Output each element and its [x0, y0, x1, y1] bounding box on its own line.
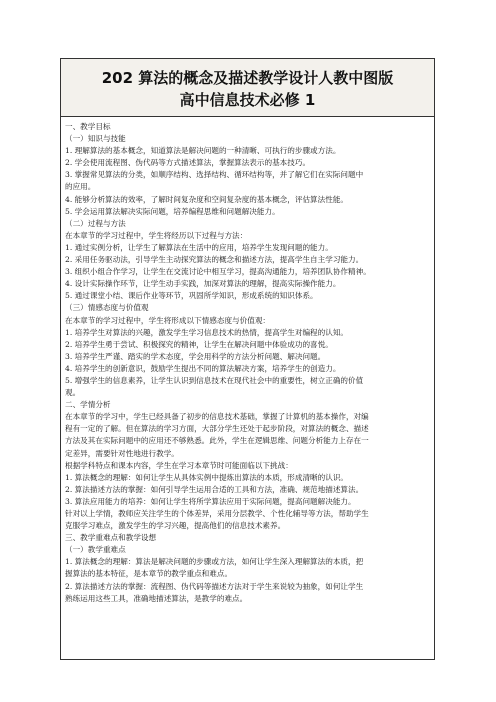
document-body — [61, 117, 434, 605]
text-line: 2. 采用任务驱动法，引导学生主动探究算法的概念和描述方法，提高学生自主学习能力。 — [65, 255, 364, 265]
text-line: 3. 算法应用能力的培养：如何让学生将所学算法应用于实际问题，提高问题解决能力。 — [65, 496, 356, 506]
text-line: 3. 掌握常见算法的分类，如顺序结构、选择结构、循环结构等，并了解它们在实际问题中 — [65, 170, 364, 180]
text-line: 二、学情分析 — [65, 400, 111, 410]
text-line: 方法及其在实际问题中的应用还不够熟悉。此外，学生在逻辑思维、问题分析能力上存在一 — [65, 436, 369, 446]
text-line: 观。 — [65, 388, 81, 398]
text-line: 2. 学会使用流程图、伪代码等方式描述算法，掌握算法表示的基本技巧。 — [65, 158, 311, 168]
text-line: （一）知识与技能 — [65, 134, 126, 144]
text-line: 针对以上学情，教师应关注学生的个体差异，采用分层教学、个性化辅导等方法，帮助学生 — [65, 509, 369, 518]
text-line: 握算法的基本特征，是本章节的教学重点和难点。 — [65, 569, 233, 579]
text-line: 熟练运用这些工具，准确地描述算法，是教学的难点。 — [65, 593, 248, 603]
text-line: 5. 增强学生的信息素养，让学生认识到信息技术在现代社会中的重要性，树立正确的价值 — [65, 375, 364, 385]
text-line: 3. 组织小组合作学习，让学生在交流讨论中相互学习，提高沟通能力，培养团队协作精神。 — [65, 267, 371, 277]
document-title-line-1: 202 算法的概念及描述教学设计人教中图版 — [101, 69, 394, 87]
text-line: 1. 培养学生对算法的兴趣，激发学生学习信息技术的热情，提高学生对编程的认知。 — [65, 327, 349, 337]
text-line: 1. 算法概念的理解：算法是解决问题的步骤或方法，如何让学生深入理解算法的本质，把 — [65, 557, 364, 567]
text-line: （一）教学重难点 — [65, 545, 126, 555]
document-frame — [60, 58, 435, 660]
text-line: 2. 培养学生勇于尝试、积极探究的精神，让学生在解决问题中体验成功的喜悦。 — [65, 339, 333, 349]
text-line: 4. 设计实际操作环节，让学生动手实践，加深对算法的理解，提高实际操作能力。 — [65, 279, 341, 289]
text-line: 在本章节的学习中，学生已经具备了初步的信息技术基础，掌握了计算机的基本操作，对编 — [65, 412, 369, 422]
text-line: 程有一定的了解。但在算法的学习方面，大部分学生还处于起步阶段，对算法的概念、描述 — [65, 424, 369, 434]
text-line: 1. 理解算法的基本概念，知道算法是解决问题的一种清晰、可执行的步骤或方法。 — [65, 146, 341, 156]
text-line: 2. 算法描述方法的掌握：流程图、伪代码等描述方法对于学生来说较为抽象，如何让学生 — [65, 581, 364, 591]
text-line: 根据学科特点和课本内容，学生在学习本章节时可能面临以下挑战： — [65, 460, 293, 470]
document-title-line-2: 高中信息技术必修 1 — [179, 91, 316, 109]
text-line: 1. 算法概念的理解：如何让学生从具体实例中提炼出算法的本质，形成清晰的认识。 — [65, 472, 349, 482]
text-line: 4. 培养学生的创新意识，鼓励学生提出不同的算法解决方案，培养学生的创造力。 — [65, 363, 341, 373]
text-line: 一、教学目标 — [65, 122, 111, 131]
text-line: 在本章节的学习过程中，学生将形成以下情感态度与价值观： — [65, 315, 271, 325]
text-line: 5. 学会运用算法解决实际问题，培养编程思维和问题解决能力。 — [65, 206, 280, 216]
text-line: 在本章节的学习过程中，学生将经历以下过程与方法： — [65, 230, 248, 240]
text-line: 定差异，需要针对性地进行教学。 — [65, 448, 179, 458]
text-line: 5. 通过课堂小结、课后作业等环节，巩固所学知识，形成系统的知识体系。 — [65, 291, 318, 301]
title-cell — [61, 59, 434, 117]
text-line: 克服学习难点，激发学生的学习兴趣，提高他们的信息技术素养。 — [65, 521, 286, 531]
text-line: （二）过程与方法 — [65, 218, 126, 228]
text-line: 4. 能够分析算法的效率，了解时间复杂度和空间复杂度的基本概念，评估算法性能。 — [65, 194, 349, 204]
text-line: 3. 培养学生严谨、踏实的学术态度，学会用科学的方法分析问题、解决问题。 — [65, 351, 326, 361]
text-line: 的应用。 — [65, 182, 96, 192]
text-line: 三、教学重难点和教学设想 — [65, 533, 157, 543]
text-line: （三）情感态度与价值观 — [65, 303, 149, 313]
text-line: 1. 通过实例分析，让学生了解算法在生活中的应用，培养学生发现问题的能力。 — [65, 242, 333, 252]
text-line: 2. 算法描述方法的掌握：如何引导学生运用合适的工具和方法，准确、规范地描述算法。 — [65, 484, 364, 494]
